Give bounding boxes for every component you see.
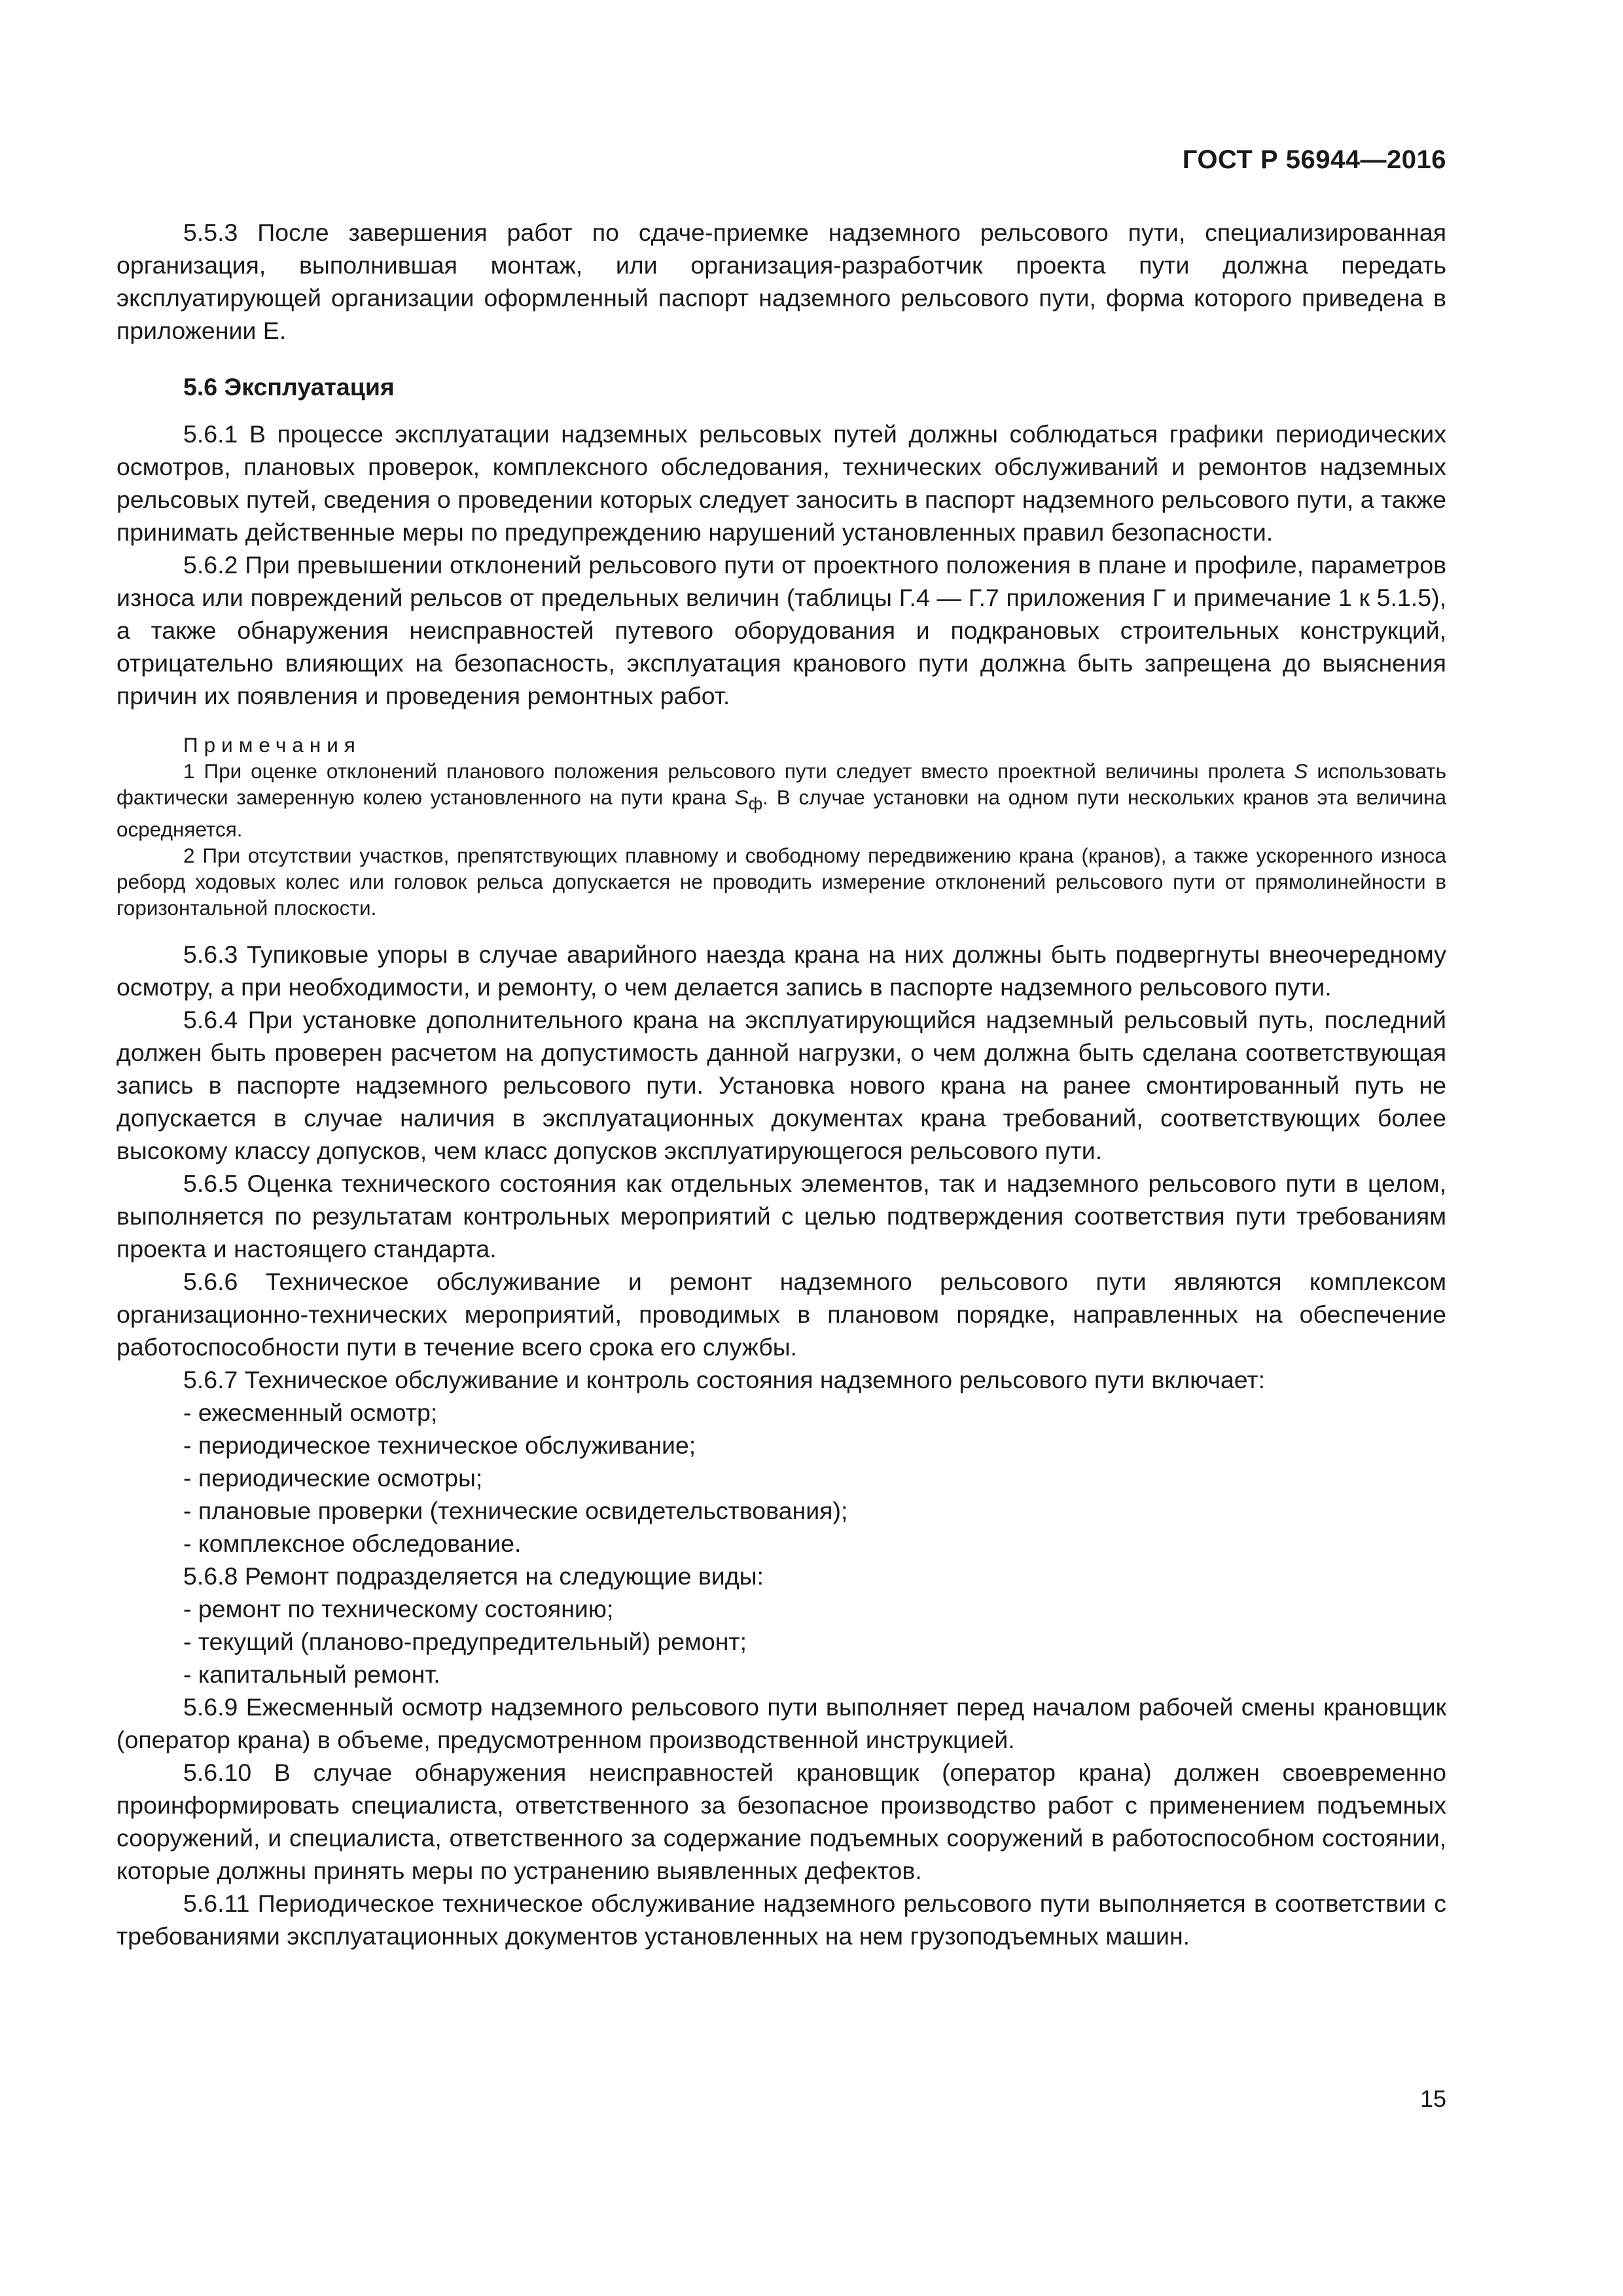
list-item: - периодические осмотры; <box>183 1464 483 1492</box>
notes-block <box>116 732 1446 921</box>
list-item: - ремонт по техническому состоянию; <box>183 1595 614 1623</box>
paragraph-5-6-9: 5.6.9 Ежесменный осмотр надземного рельсового пути выполняет перед началом рабочей смены крановщик (оператор крана) в объеме, предусмотренном производственной инструкцией. <box>116 1693 1446 1754</box>
paragraph-5-6-1: 5.6.1 В процессе эксплуатации надземных рельсовых путей должны соблюдаться графики периодических осмотров, плановых проверок, комплексного обследования, технических обслуживаний и ремонтов надземных рельсовых путей, сведения о проведении которых следует заносить в паспорт надземного рельсового пути, а также принимать действенные меры по предупреждению нарушений установленных правил безопасности. <box>116 420 1446 546</box>
list-item: - ежесменный осмотр; <box>183 1399 438 1427</box>
document-body <box>116 216 1446 1952</box>
paragraph-5-5-3: 5.5.3 После завершения работ по сдаче-приемке надземного рельсового пути, специализированная организация, выполнившая монтаж, или организация-разработчик проекта пути должна передать эксплуатирующей организации оформленный паспорт надземного рельсового пути, форма которого приведена в приложении Е. <box>116 219 1446 344</box>
note-1-symbol-s: S <box>1294 759 1308 783</box>
paragraph-5-6-4: 5.6.4 При установке дополнительного крана на эксплуатирующийся надземный рельсовый путь, последний должен быть проверен расчетом на допустимость данной нагрузки, о чем должна быть сделана соответствующая запись в паспорте надземного рельсового пути. Установка нового крана на ранее смонтированный путь не допускается в случае наличия в эксплуатационных документах крана требований, соответствующих более высокому классу допусков, чем класс допусков эксплуатирующегося рельсового пути. <box>116 1006 1446 1165</box>
paragraph-5-6-2: 5.6.2 При превышении отклонений рельсового пути от проектного положения в плане и профиле, параметров износа или повреждений рельсов от предельных величин (таблицы Г.4 — Г.7 приложения Г и примечание 1 к 5.1.5), а также обнаружения неисправностей путевого оборудования и подкрановых строительных конструкций, отрицательно влияющих на безопасность, эксплуатация кранового пути должна быть запрещена до выяснения причин их появления и проведения ремонтных работ. <box>116 551 1446 709</box>
note-1-symbol-sf: S <box>734 785 749 809</box>
paragraph-5-6-3: 5.6.3 Тупиковые упоры в случае аварийного наезда крана на них должны быть подвергнуты внеочередному осмотру, а при необходимости, и ремонту, о чем делается запись в паспорте надземного рельсового пути. <box>116 941 1446 1001</box>
note-1-part-b: использовать фактически замеренную колею установленного на пути крана <box>116 759 1446 809</box>
note-2: 2 При отсутствии участков, препятствующих плавному и свободному передвижению крана (кранов), а также ускоренного износа реборд ходовых колес или головок рельса допускается не проводить измерение отклонений рельсового пути от прямолинейности в горизонтальной плоскости. <box>116 844 1446 920</box>
paragraph-5-6-11: 5.6.11 Периодическое техническое обслуживание надземного рельсового пути выполняется в соответствии с требованиями эксплуатационных документов установленных на нем грузоподъемных машин. <box>116 1890 1446 1950</box>
list-item: - периодическое техническое обслуживание; <box>183 1431 696 1460</box>
note-1-part-c: . В случае установки на одном пути нескольких кранов эта величина осредняется. <box>116 785 1446 842</box>
list-item: - текущий (планово-предупредительный) ремонт; <box>183 1628 747 1656</box>
document-code-header: ГОСТ Р 56944—2016 <box>1182 145 1446 174</box>
list-item: - капитальный ремонт. <box>183 1660 440 1689</box>
section-title-5-6: 5.6 Эксплуатация <box>183 373 395 401</box>
list-item: - комплексное обследование. <box>183 1530 522 1558</box>
note-1 <box>116 758 1446 842</box>
notes-title: Примечания <box>183 733 361 757</box>
paragraph-5-6-5: 5.6.5 Оценка технического состояния как отдельных элементов, так и надземного рельсового пути в целом, выполняется по результатам контрольных мероприятий с целью подтверждения соответствия пути требованиям проекта и настоящего стандарта. <box>116 1170 1446 1263</box>
paragraph-5-6-10: 5.6.10 В случае обнаружения неисправностей крановщик (оператор крана) должен своевременно проинформировать специалиста, ответственного за безопасное производство работ с применением подъемных сооружений, и специалиста, ответственного за содержание подъемных сооружений в работоспособном состоянии, которые должны принять меры по устранению выявленных дефектов. <box>116 1759 1446 1885</box>
paragraph-5-6-8: 5.6.8 Ремонт подразделяется на следующие виды: <box>183 1562 764 1590</box>
list-item: - плановые проверки (технические освидетельствования); <box>183 1497 848 1525</box>
page-number: 15 <box>1419 2085 1446 2112</box>
paragraph-5-6-6: 5.6.6 Техническое обслуживание и ремонт надземного рельсового пути являются комплексом организационно-технических мероприятий, проводимых в плановом порядке, направленных на обеспечение работоспособности пути в течение всего срока его службы. <box>116 1268 1446 1361</box>
paragraph-5-6-7: 5.6.7 Техническое обслуживание и контроль состояния надземного рельсового пути включает: <box>183 1366 1266 1394</box>
note-1-subscript: ф <box>748 793 763 814</box>
note-1-part-a: 1 При оценке отклонений планового положения рельсового пути следует вместо проектной величины пролета <box>183 759 1294 783</box>
